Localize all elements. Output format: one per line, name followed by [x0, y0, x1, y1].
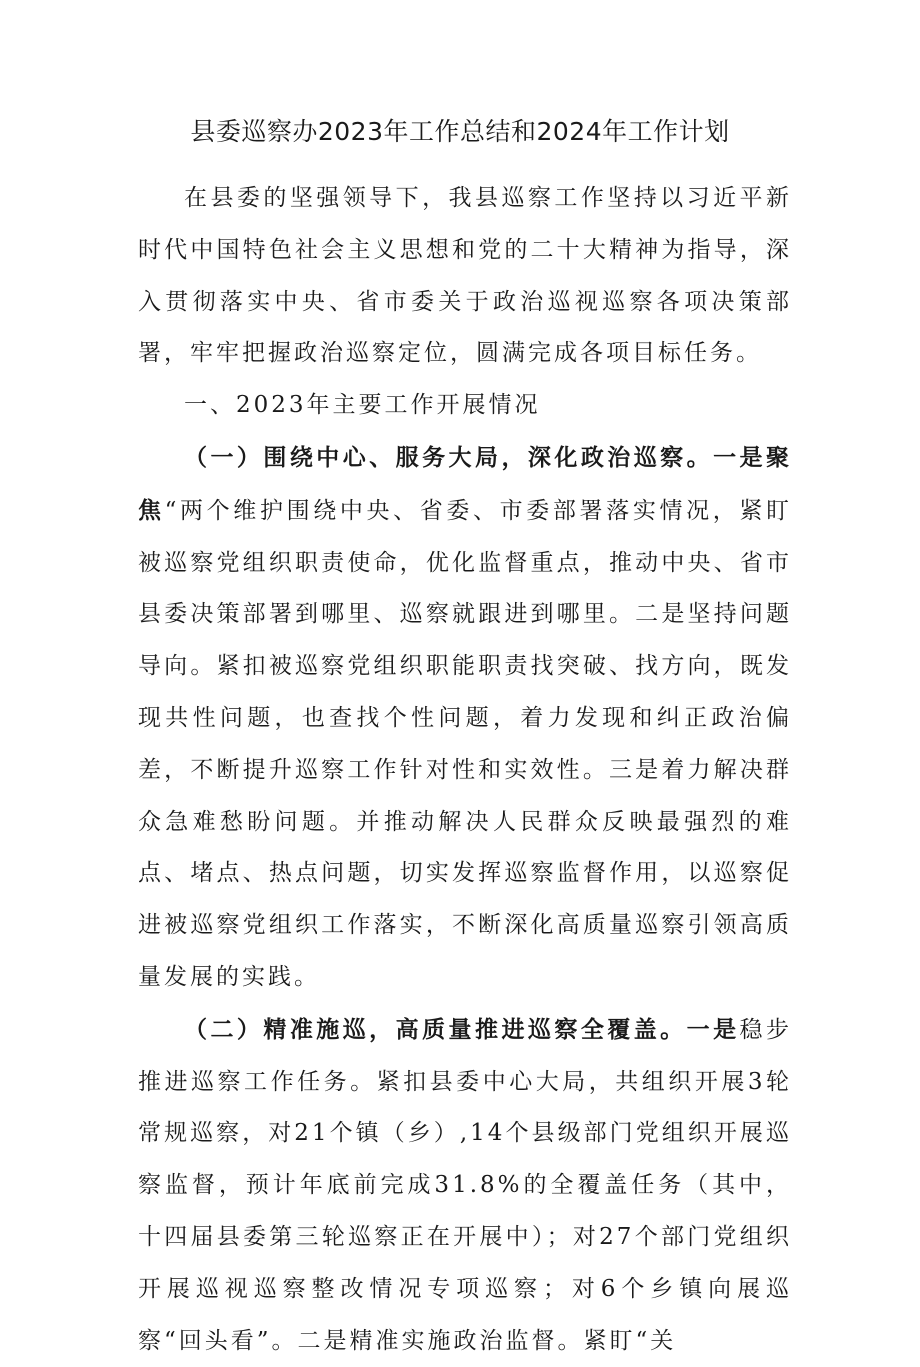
- document-title: 县委巡察办2023年工作总结和2024年工作计划: [190, 117, 730, 146]
- paragraph-1-lead: （一）围绕中心、服务大局，深化政治巡察。一是聚焦: [138, 443, 792, 524]
- section-heading: 一、2023年主要工作开展情况: [184, 392, 541, 419]
- paragraph-1-text: “两个维护围绕中央、省委、市委部署落实情况，紧盯被巡察党组织职责使命，优化监督重点，推动中央、省市县委决策部署到哪里、巡察就跟进到哪里。二是坚持问题导向。紧扣被巡察党组织职能职责找突破、找方向，既发现共性问题，也查找个性问题，着力发现和纠正政治偏差，不断提升巡察工作针对性和实效性。三是着力解决群众急难愁盼问题。并推动解决人民群众反映最强烈的难点、堵点、热点问题，切实发挥巡察监督作用，以巡察促进被巡察党组织工作落实，不断深化高质量巡察引领高质量发展的实践。: [138, 497, 792, 990]
- paragraph-2-lead: （二）精准施巡，高质量推进巡察全覆盖。一是: [184, 1015, 740, 1043]
- intro-paragraph: 在县委的坚强领导下，我县巡察工作坚持以习近平新时代中国特色社会主义思想和党的二十大精神为指导，深入贯彻落实中央、省市委关于政治巡视巡察各项决策部署，牢牢把握政治巡察定位，圆满完成各项目标任务。: [138, 185, 792, 367]
- paragraph-2-text: 稳步推进巡察工作任务。紧扣县委中心大局，共组织开展3轮常规巡察，对21个镇（乡）,14个县级部门党组织开展巡察监督，预计年底前完成31.8%的全覆盖任务（其中，十四届县委第三轮巡察正在开展中）；对27个部门党组织开展巡视巡察整改情况专项巡察；对6个乡镇向展巡察“回头看”。二是精准实施政治监督。紧盯“关: [138, 1016, 793, 1354]
- paragraph-2: [138, 1004, 792, 1367]
- document-body: [138, 173, 792, 1367]
- paragraph-1: [138, 432, 792, 1004]
